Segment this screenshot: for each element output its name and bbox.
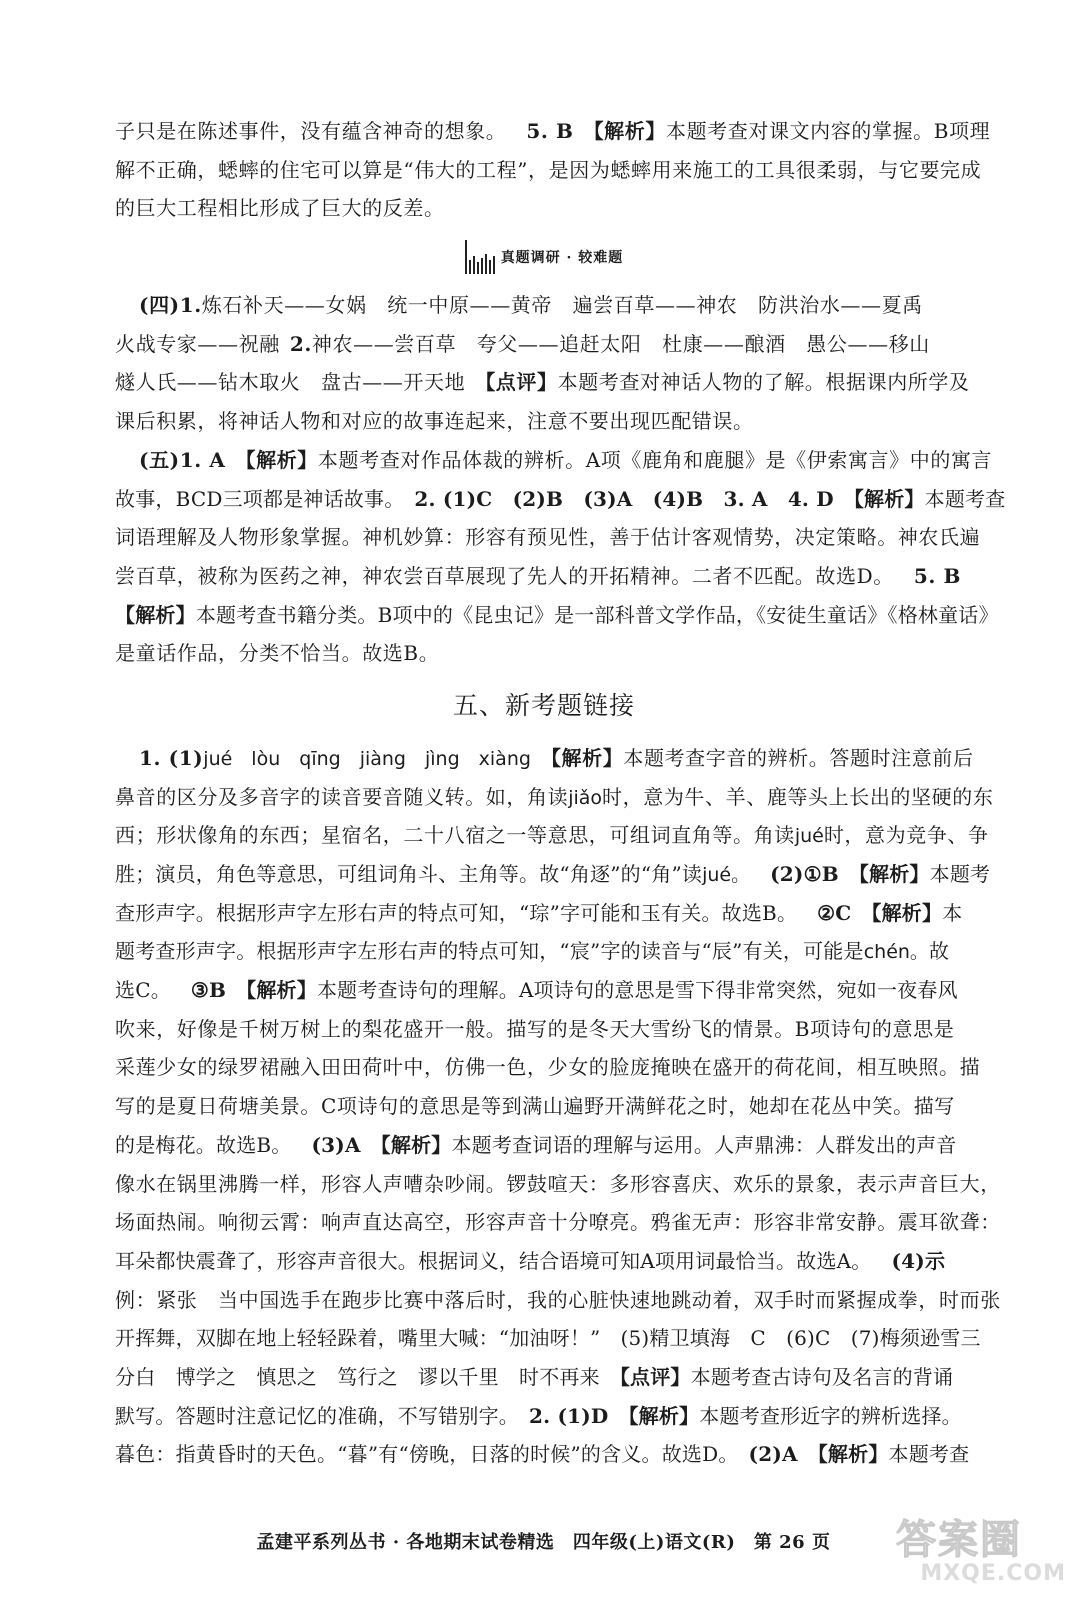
text: 时，意为牛、羊、鹿等头上长出的坚硬的东 bbox=[602, 784, 994, 809]
text: 选C。 bbox=[115, 978, 171, 1003]
question-number: 1. (1) bbox=[139, 745, 204, 770]
page-footer: 孟建平系列丛书 · 各地期末试卷精选 四年级(上)语文(R) 第 26 页 bbox=[256, 1532, 831, 1553]
text: 写的是夏日荷塘美景。C项诗句的意思是等到满山遍野开满鲜花之时，她却在花丛中笑。描写 bbox=[115, 1094, 955, 1119]
text-line bbox=[115, 1165, 1001, 1204]
text: 本题考查字音的辨析。答题时注意前后 bbox=[623, 745, 974, 770]
text: 例：紧张 当中国选手在跑步比赛中落后时，我的心脏快速地跳动着，双手时而紧握成拳，时而张 bbox=[115, 1287, 1001, 1312]
text-line bbox=[115, 971, 973, 1010]
answer-text-block bbox=[115, 112, 1006, 1474]
comment-tag: 【点评】 bbox=[475, 370, 558, 395]
text: 本题考查词语的理解与运用。人声鼎沸：人群发出的声音 bbox=[451, 1132, 957, 1157]
text-line bbox=[115, 189, 973, 228]
text-line bbox=[115, 596, 999, 635]
text: 西；形状像角的东西；星宿名，二十八宿之一等意思，可组词直角等。角读 bbox=[115, 823, 795, 848]
text-line bbox=[115, 402, 973, 441]
question-number: 2. (1)D bbox=[529, 1403, 609, 1428]
text-line bbox=[115, 1126, 973, 1165]
question-number: (2)①B bbox=[770, 862, 839, 886]
text: 是童话作品，分类不恰当。故选B。 bbox=[115, 641, 440, 666]
text: 本题考查形近字的辨析选择。 bbox=[699, 1403, 962, 1428]
pinyin-text: jué bbox=[794, 825, 824, 848]
pinyin-text: chén。 bbox=[863, 941, 929, 964]
text: 胜；演员，角色等意思，可组词角斗、主角等。故“角逐”的“角”读 bbox=[115, 862, 703, 886]
question-number: ③B bbox=[190, 978, 227, 1003]
text: 的是梅花。故选B。 bbox=[115, 1132, 292, 1157]
text-line bbox=[115, 1435, 973, 1474]
question-number: 5. B bbox=[913, 563, 961, 588]
text: 分白 博学之 慎思之 笃行之 谬以千里 时不再来 bbox=[115, 1364, 600, 1389]
text-line bbox=[115, 1397, 973, 1436]
text: 燧人氏——钻木取火 盘古——开天地 bbox=[115, 370, 466, 395]
analysis-tag: 【解析】 bbox=[807, 1442, 889, 1467]
analysis-tag: 【解析】 bbox=[115, 602, 196, 627]
question-number: 2. (1)C (2)B (3)A (4)B 3. A 4. D bbox=[414, 486, 834, 511]
analysis-tag: 【解析】 bbox=[370, 1132, 452, 1157]
watermark-logo bbox=[896, 1518, 1066, 1592]
text: 解不正确，蟋蟀的住宅可以算是“伟大的工程”，是因为蟋蟀用来施工的工具很柔弱，与它要完成 bbox=[115, 157, 982, 182]
text: 本题考查对神话人物的了解。根据课内所学及 bbox=[557, 370, 970, 395]
difficulty-tagline bbox=[115, 228, 973, 286]
text-line bbox=[115, 778, 994, 817]
text-line bbox=[115, 932, 973, 971]
text: 课后积累，将神话人物和对应的故事连起来，注意不要出现匹配错误。 bbox=[115, 409, 754, 434]
analysis-tag: 【解析】 bbox=[236, 978, 317, 1003]
text: (5)精卫填海 C (6)C (7)梅须逊雪三 bbox=[620, 1326, 981, 1351]
text-line bbox=[115, 1319, 981, 1358]
text: 暮色：指黄昏时的天色。“暮”有“傍晚，日落的时候”的含义。故选D。 bbox=[115, 1442, 739, 1467]
text-line bbox=[115, 480, 1006, 519]
text: 故 bbox=[928, 939, 950, 964]
watermark-logo-text: 答案圈 bbox=[896, 1517, 1022, 1563]
tagline-text: 真题调研 · 较难题 bbox=[500, 250, 624, 267]
text: 尝百草，被称为医药之神，神农尝百草展现了先人的开拓精神。二者不匹配。故选D。 bbox=[115, 563, 894, 588]
pinyin-text: jiǎo bbox=[568, 786, 603, 809]
text-line bbox=[115, 363, 973, 402]
text-line bbox=[115, 112, 991, 151]
text: 本题考查书籍分类。B项中的《昆虫记》是一部科普文学作品，《安徒生童话》《格林童话》 bbox=[195, 602, 999, 627]
text: 默写。答题时注意记忆的准确，不写错别字。 bbox=[115, 1403, 519, 1428]
question-number: 5. B bbox=[526, 119, 574, 143]
pinyin-text: jué。 bbox=[702, 864, 751, 886]
analysis-tag: 【解析】 bbox=[618, 1403, 700, 1428]
pinyin-text: jué lòu qīng jiàng jìng xiàng bbox=[203, 747, 531, 770]
text-line bbox=[115, 739, 973, 778]
text: 鼻音的区分及多音字的读音要音随义转。如，角读 bbox=[115, 784, 569, 809]
text: 本题考 bbox=[929, 862, 991, 886]
text: 时，意为竞争、争 bbox=[823, 823, 989, 848]
text-line bbox=[115, 286, 973, 325]
text: 吹来，好像是千树万树上的梨花盛开一般。描写的是冬天大雪纷飞的情景。B项诗句的意思是 bbox=[115, 1016, 955, 1041]
text-line bbox=[115, 634, 973, 673]
text: 神农——尝百草 夸父——追赶太阳 杜康——酿酒 愚公——移山 bbox=[311, 331, 930, 356]
analysis-tag: 【解析】 bbox=[235, 447, 318, 472]
text: 故事，BCD三项都是神话故事。 bbox=[115, 486, 405, 511]
text-line bbox=[115, 1203, 1001, 1242]
text-line bbox=[115, 855, 991, 894]
text: 像水在锅里沸腾一样，形容人声嘈杂吵闹。锣鼓喧天：多形容喜庆、欢乐的景象，表示声音巨大， bbox=[115, 1171, 1001, 1196]
text: 题考查形声字。根据形声字左形右声的特点可知，“宸”字的读音与“辰”有关，可能是 bbox=[115, 939, 864, 964]
text: 采莲少女的绿罗裙融入田田荷叶中，仿佛一色，少女的脸庞掩映在盛开的荷花间，相互映照。描 bbox=[115, 1055, 981, 1080]
text: 本题考查古诗句及名言的背诵 bbox=[690, 1364, 954, 1389]
text-line bbox=[115, 1010, 973, 1049]
text: 词语理解及人物形象掌握。神机妙算：形容有预见性，善于估计客观情势，决定策略。神农氏遍 bbox=[115, 525, 981, 550]
text: 本题考查 bbox=[888, 1442, 970, 1467]
text: 耳朵都快震聋了，形容声音很大。根据词义，结合语境可知A项用词最恰当。故选A。 bbox=[115, 1248, 872, 1273]
analysis-tag: 【解析】 bbox=[843, 486, 925, 511]
text: 本题考查诗句的理解。A项诗句的意思是雪下得非常突然，宛如一夜春风 bbox=[316, 978, 958, 1003]
text-line bbox=[115, 1358, 973, 1397]
text-line bbox=[115, 518, 981, 557]
text-line bbox=[115, 1048, 981, 1087]
question-number: ②C bbox=[817, 900, 852, 925]
text-line bbox=[115, 151, 982, 190]
text: 火战专家——祝融 bbox=[115, 331, 280, 356]
section-title: 五、新考题链接 bbox=[452, 690, 635, 720]
text: 炼石补天——女娲 统一中原——黄帝 遍尝百草——神农 防洪治水——夏禹 bbox=[201, 293, 923, 318]
comment-tag: 【点评】 bbox=[609, 1364, 691, 1389]
analysis-tag: 【解析】 bbox=[540, 745, 624, 770]
text: 本题考查 bbox=[924, 486, 1006, 511]
text: 开挥舞，双脚在地上轻轻跺着，嘴里大喊：“加油呀！” bbox=[115, 1326, 601, 1351]
question-number: 2. bbox=[289, 331, 312, 356]
question-number: (4)示 bbox=[891, 1248, 946, 1273]
bar-chart-icon bbox=[465, 240, 495, 274]
analysis-tag: 【解析】 bbox=[848, 862, 930, 886]
text: 本题考查对课文内容的掌握。B项理 bbox=[665, 119, 991, 143]
question-number: (四)1. bbox=[139, 293, 202, 318]
text: 本 bbox=[942, 900, 963, 925]
question-number: (2)A bbox=[748, 1442, 798, 1467]
text-line bbox=[115, 816, 989, 855]
text-line bbox=[115, 1242, 973, 1281]
text-line bbox=[115, 441, 993, 480]
question-number: (五)1. A bbox=[139, 447, 226, 472]
analysis-tag: 【解析】 bbox=[861, 900, 943, 925]
text: 本题考查对作品体裁的辨析。A项《鹿角和鹿腿》是《伊索寓言》中的寓言 bbox=[317, 447, 993, 472]
watermark-site-text: MXQE.COM bbox=[920, 1561, 1066, 1586]
text: 查形声字。根据形声字左形右声的特点可知，“琮”字可能和玉有关。故选B。 bbox=[115, 900, 798, 925]
text-line bbox=[115, 1281, 1001, 1320]
text: 子只是在陈述事件，没有蕴含神奇的想象。 bbox=[115, 119, 507, 143]
text-line bbox=[115, 325, 973, 364]
question-number: (3)A bbox=[311, 1132, 361, 1157]
text-line bbox=[115, 894, 973, 933]
text-line bbox=[115, 557, 973, 596]
text: 场面热闹。响彻云霄：响声直达高空，形容声音十分嘹亮。鸦雀无声：形容非常安静。震耳欲聋： bbox=[115, 1210, 1001, 1235]
text: 的巨大工程相比形成了巨大的反差。 bbox=[115, 196, 445, 221]
text-line bbox=[115, 1087, 973, 1126]
analysis-tag: 【解析】 bbox=[583, 119, 666, 143]
